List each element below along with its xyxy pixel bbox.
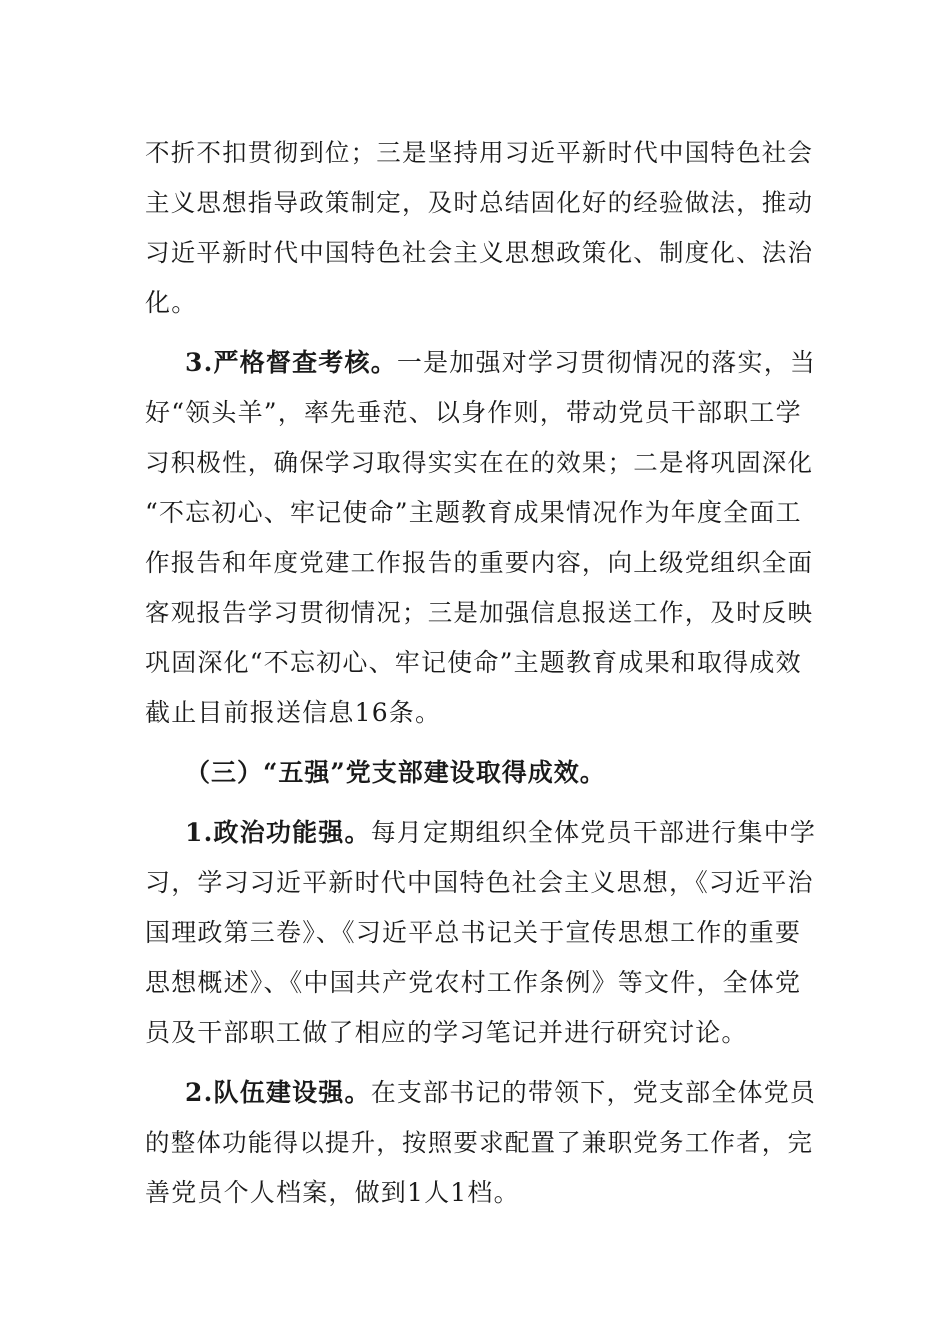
paragraph-first-line	[185, 338, 855, 388]
text-line: 好“领头羊”，率先垂范、以身作则，带动党员干部职工学	[145, 398, 802, 427]
section-lead: 2.队伍建设强。	[185, 1078, 371, 1107]
text-line: 员及干部职工做了相应的学习笔记并进行研究讨论。	[145, 1018, 748, 1047]
text-line: 善党员个人档案，做到1人1档。	[145, 1178, 520, 1207]
paragraph-first-line	[185, 808, 855, 858]
text-line: 作报告和年度党建工作报告的重要内容，向上级党组织全面	[145, 548, 814, 577]
section-lead: 3.严格督查考核。	[185, 348, 397, 377]
text-line: 不折不扣贯彻到位；三是坚持用习近平新时代中国特色社会	[145, 138, 814, 167]
text-run: 在支部书记的带领下，党支部全体党员	[370, 1078, 817, 1107]
text-line: 思想概述》、《中国共产党农村工作条例》等文件，全体党	[145, 968, 802, 997]
section-lead: 1.政治功能强。	[185, 818, 371, 847]
section-heading: （三）“五强”党支部建设取得成效。	[185, 758, 606, 787]
text-line: 化。	[145, 288, 198, 317]
text-line: 国理政第三卷》、《习近平总书记关于宣传思想工作的重要	[145, 918, 802, 947]
text-line: 巩固深化“不忘初心、牢记使命”主题教育成果和取得成效	[145, 648, 802, 677]
text-run: 一是加强对学习贯彻情况的落实，当	[396, 348, 817, 377]
text-line: 客观报告学习贯彻情况；三是加强信息报送工作，及时反映	[145, 598, 814, 627]
paragraph-first-line	[185, 1068, 855, 1118]
text-line: 的整体功能得以提升，按照要求配置了兼职党务工作者，完	[145, 1128, 814, 1157]
text-line: 主义思想指导政策制定，及时总结固化好的经验做法，推动	[145, 188, 814, 217]
text-line: 习近平新时代中国特色社会主义思想政策化、制度化、法治	[145, 238, 814, 267]
text-line: 习，学习习近平新时代中国特色社会主义思想，《习近平治	[145, 868, 814, 897]
text-line: 习积极性，确保学习取得实实在在的效果；二是将巩固深化	[145, 448, 814, 477]
text-run: 每月定期组织全体党员干部进行集中学	[370, 818, 817, 847]
text-line: 截止目前报送信息16条。	[145, 698, 442, 727]
text-line: “不忘初心、牢记使命”主题教育成果情况作为年度全面工	[145, 498, 802, 527]
